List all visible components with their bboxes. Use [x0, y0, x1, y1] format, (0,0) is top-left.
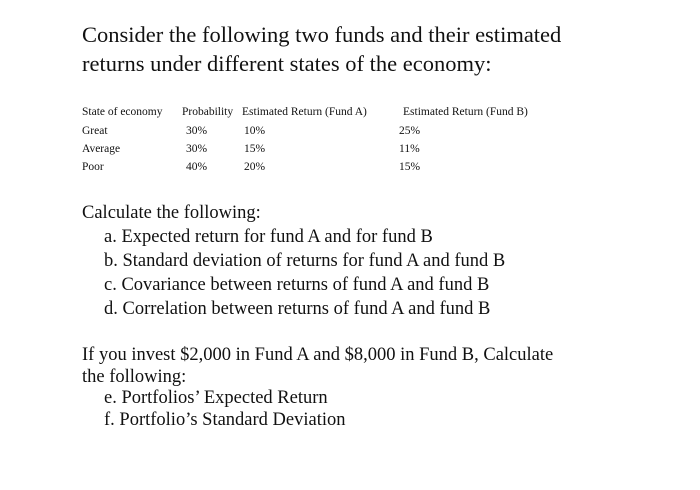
list-item: f. Portfolio’s Standard Deviation	[104, 409, 346, 430]
cell-state: Average	[82, 143, 121, 155]
cell-return-fund-b: 25%	[399, 125, 421, 137]
list-item: e. Portfolios’ Expected Return	[104, 388, 328, 408]
portfolio-prompt-line-2: the following:	[82, 366, 187, 387]
calculate-heading: Calculate the following:	[82, 203, 261, 223]
list-item: a. Expected return for fund A and for fund B	[104, 227, 433, 247]
header-return-fund-b: Estimated Return (Fund B)	[403, 106, 528, 118]
intro-line-1: Consider the following two funds and their estimated	[82, 22, 562, 47]
header-probability: Probability	[182, 106, 234, 118]
cell-probability: 40%	[186, 161, 208, 173]
portfolio-prompt-line-1: If you invest $2,000 in Fund A and $8,000 in Fund B, Calculate	[82, 345, 554, 365]
cell-probability: 30%	[186, 125, 208, 137]
header-return-fund-a: Estimated Return (Fund A)	[242, 106, 367, 118]
question-intro	[82, 20, 682, 78]
list-item: d. Correlation between returns of fund A and fund B	[104, 299, 491, 319]
cell-probability: 30%	[186, 143, 208, 155]
cell-return-fund-b: 15%	[399, 161, 421, 173]
list-item: b. Standard deviation of returns for fund A and fund B	[104, 251, 506, 271]
list-item: c. Covariance between returns of fund A and fund B	[104, 275, 490, 295]
cell-state: Great	[82, 125, 108, 137]
intro-line-2: returns under different states of the economy:	[82, 51, 492, 76]
cell-return-fund-b: 11%	[399, 143, 420, 155]
cell-return-fund-a: 20%	[244, 161, 266, 173]
portfolio-section	[82, 345, 553, 431]
cell-state: Poor	[82, 161, 104, 173]
cell-return-fund-a: 10%	[244, 125, 266, 137]
header-state: State of economy	[82, 106, 163, 118]
calculate-section	[82, 201, 505, 321]
cell-return-fund-a: 15%	[244, 143, 266, 155]
